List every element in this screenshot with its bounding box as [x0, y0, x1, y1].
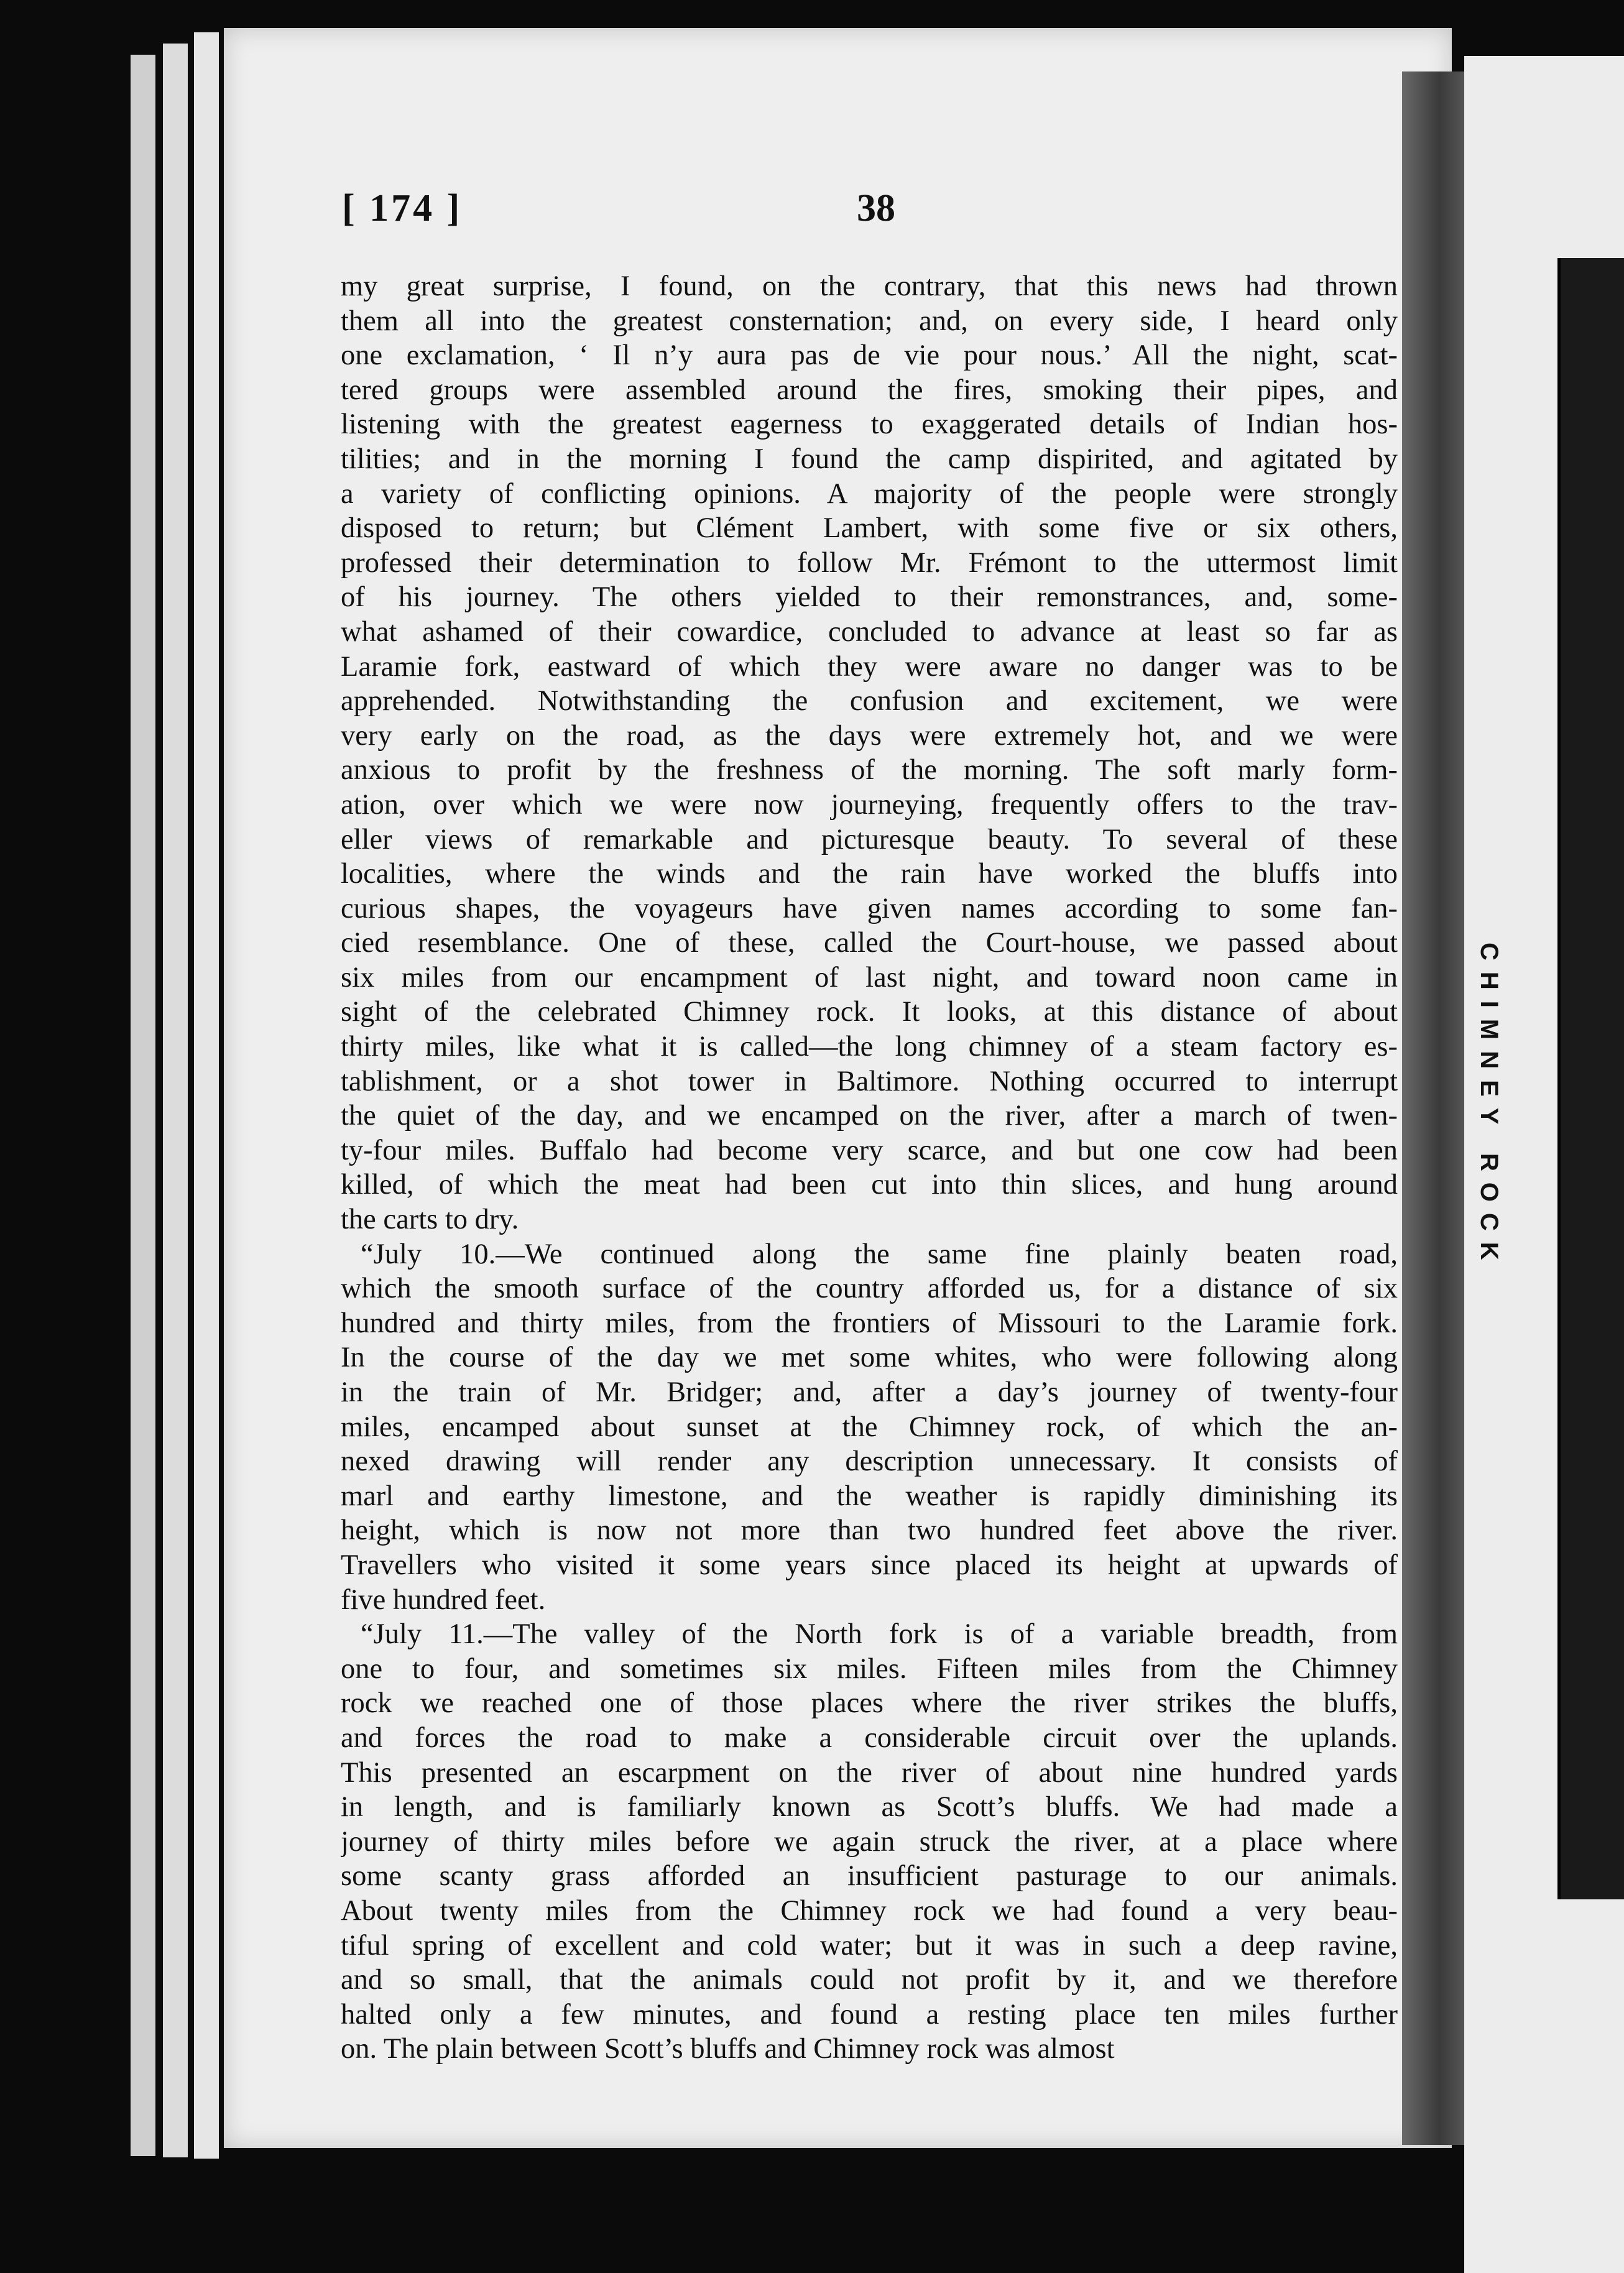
text-line: “July 11.—The valley of the North fork is of a variable breadth, from — [361, 1618, 1398, 1651]
text-line: About twenty miles from the Chimney rock we had found a very beau- — [341, 1894, 1398, 1927]
text-line: and so small, that the animals could not profit by it, and we therefore — [341, 1964, 1398, 1996]
text-line: a variety of conflicting opinions. A majority of the people were strongly — [341, 477, 1398, 510]
page-header — [342, 187, 1411, 236]
text-line: one to four, and sometimes six miles. Fifteen miles from the Chimney — [341, 1653, 1398, 1685]
book-gutter — [1402, 71, 1464, 2145]
page-edge — [194, 32, 219, 2159]
text-line: listening with the greatest eagerness to exaggerated details of Indian hos- — [341, 408, 1398, 441]
chimney-rock-illustration — [1557, 258, 1624, 1899]
body-text — [341, 269, 1398, 2067]
page-edge — [163, 44, 188, 2157]
page-edge — [131, 55, 155, 2156]
text-line: which the smooth surface of the country afforded us, for a distance of six — [341, 1273, 1398, 1305]
text-line: tablishment, or a shot tower in Baltimore. Nothing occurred to interrupt — [341, 1065, 1398, 1097]
text-line: on. The plain between Scott’s bluffs and Chimney rock was almost — [341, 2033, 1115, 2065]
text-line: of his journey. The others yielded to their remonstrances, and, some- — [341, 581, 1398, 614]
text-line: eller views of remarkable and picturesque beauty. To several of these — [341, 823, 1398, 855]
text-line: in length, and is familiarly known as Scott’s bluffs. We had made a — [341, 1791, 1398, 1823]
text-line: Travellers who visited it some years since placed its height at upwards of — [341, 1549, 1398, 1581]
text-line: sight of the celebrated Chimney rock. It looks, at this distance of about — [341, 996, 1398, 1028]
text-line: apprehended. Notwithstanding the confusion and excitement, we were — [341, 685, 1398, 717]
text-line: marl and earthy limestone, and the weather is rapidly diminishing its — [341, 1480, 1398, 1512]
text-line: six miles from our encampment of last night, and toward noon came in — [341, 961, 1398, 994]
text-line: curious shapes, the voyageurs have given names according to some fan- — [341, 892, 1398, 924]
text-line: nexed drawing will render any description unnecessary. It consists of — [341, 1445, 1398, 1478]
text-line: my great surprise, I found, on the contrary, that this news had thrown — [341, 270, 1398, 302]
text-line: killed, of which the meat had been cut into thin slices, and hung around — [341, 1169, 1398, 1201]
text-line: disposed to return; but Clément Lambert, with some five or six others, — [341, 512, 1398, 545]
text-line: ty-four miles. Buffalo had become very scarce, and but one cow had been — [341, 1134, 1398, 1166]
text-line: tilities; and in the morning I found the camp dispirited, and agitated by — [341, 443, 1398, 475]
text-line: five hundred feet. — [341, 1584, 546, 1616]
bracketed-page-number: [ 174 ] — [342, 187, 463, 229]
text-line: the carts to dry. — [341, 1204, 519, 1236]
text-line: “July 10.—We continued along the same fine plainly beaten road, — [361, 1238, 1398, 1270]
text-line: localities, where the winds and the rain have worked the bluffs into — [341, 858, 1398, 890]
text-line: In the course of the day we met some whites, who were following along — [341, 1342, 1398, 1374]
text-line: This presented an escarpment on the river of about nine hundred yards — [341, 1756, 1398, 1789]
text-line: cied resemblance. One of these, called the Court-house, we passed about — [341, 927, 1398, 959]
text-line: thirty miles, like what it is called—the long chimney of a steam factory es- — [341, 1031, 1398, 1063]
plate-caption: CHIMNEY ROCK — [1475, 942, 1503, 1271]
text-line: hundred and thirty miles, from the frontiers of Missouri to the Laramie fork. — [341, 1307, 1398, 1339]
text-line: rock we reached one of those places where the river strikes the bluffs, — [341, 1687, 1398, 1720]
text-line: very early on the road, as the days were extremely hot, and we were — [341, 719, 1398, 752]
text-line: height, which is now not more than two hundred feet above the river. — [341, 1515, 1398, 1547]
text-line: what ashamed of their cowardice, concluded to advance at least so far as — [341, 616, 1398, 648]
text-line: and forces the road to make a considerable circuit over the uplands. — [341, 1722, 1398, 1754]
text-line: journey of thirty miles before we again struck the river, at a place where — [341, 1825, 1398, 1858]
text-line: halted only a few minutes, and found a resting place ten miles further — [341, 1998, 1398, 2031]
text-line: tered groups were assembled around the fires, smoking their pipes, and — [341, 374, 1398, 406]
page-number: 38 — [857, 187, 895, 229]
text-line: some scanty grass afforded an insufficient pasturage to our animals. — [341, 1860, 1398, 1893]
text-line: them all into the greatest consternation; and, on every side, I heard only — [341, 305, 1398, 337]
text-line: in the train of Mr. Bridger; and, after a day’s journey of twenty-four — [341, 1376, 1398, 1408]
text-line: one exclamation, ‘ Il n’y aura pas de vie pour nous.’ All the night, scat- — [341, 339, 1398, 372]
text-line: professed their determination to follow Mr. Frémont to the uttermost limit — [341, 546, 1398, 579]
text-line: ation, over which we were now journeying, frequently offers to the trav- — [341, 788, 1398, 821]
text-line: miles, encamped about sunset at the Chimney rock, of which the an- — [341, 1411, 1398, 1443]
text-line: Laramie fork, eastward of which they were aware no danger was to be — [341, 650, 1398, 683]
text-line: anxious to profit by the freshness of the morning. The soft marly form- — [341, 754, 1398, 786]
text-line: the quiet of the day, and we encamped on the river, after a march of twen- — [341, 1100, 1398, 1132]
text-line: tiful spring of excellent and cold water; but it was in such a deep ravine, — [341, 1929, 1398, 1962]
